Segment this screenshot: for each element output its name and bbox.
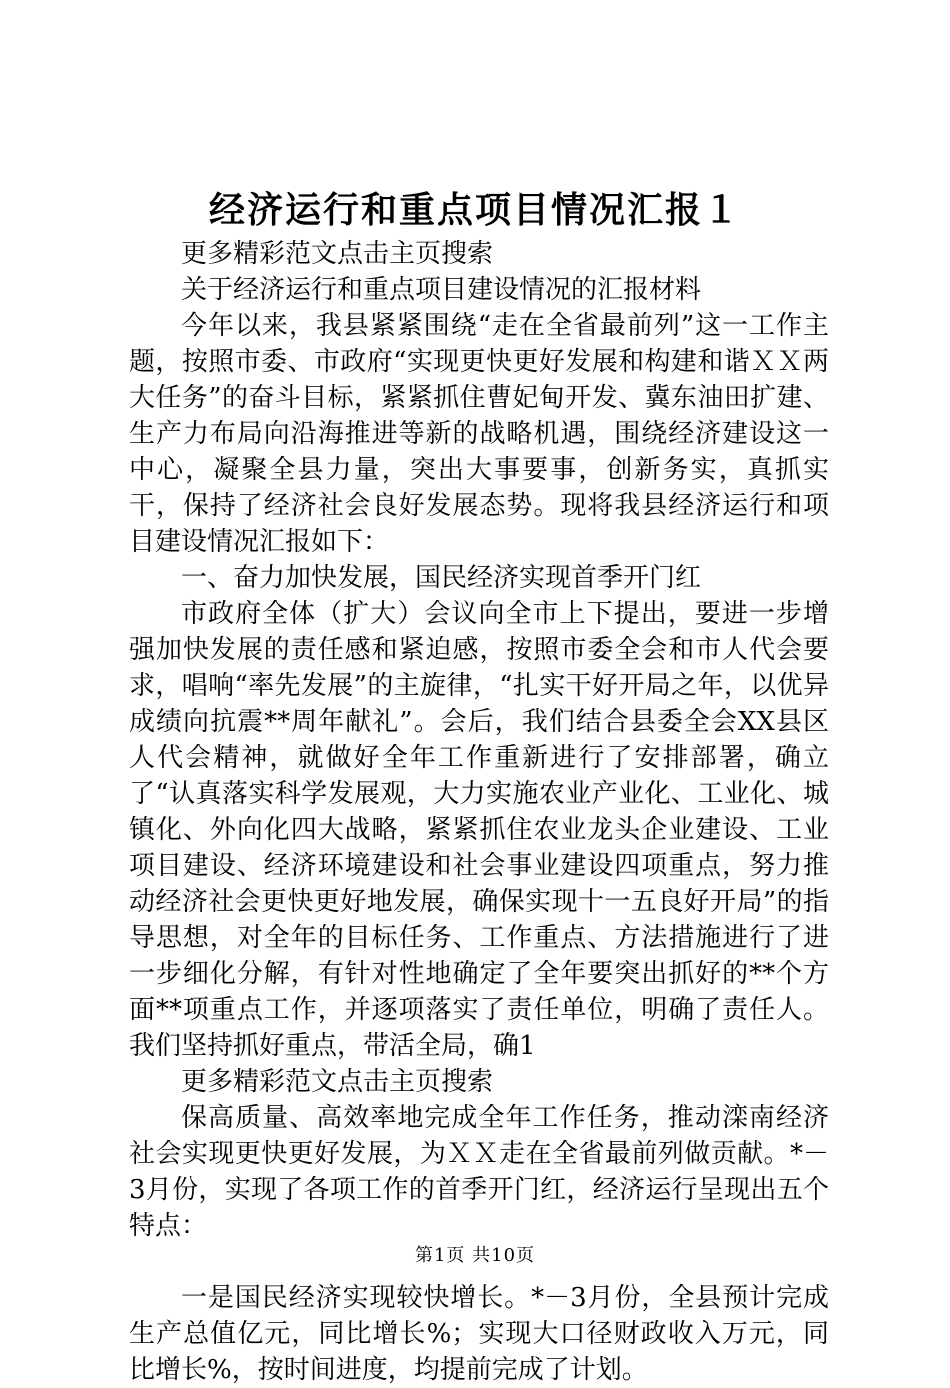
body-paragraph: 一是国民经济实现较快增长。*－3月份，全县预计完成生产总值亿元，同比增长%；实现大口径财政收入万元，同比增长%，按时间进度，均提前完成了计划。: [129, 1283, 829, 1385]
report-subtitle: 关于经济运行和重点项目建设情况的汇报材料: [181, 275, 702, 305]
page-number: 第1页 共10页: [414, 1245, 536, 1266]
body-paragraph: 市政府全体（扩大）会议向全市上下提出，要进一步增强加快发展的责任感和紧迫感，按照市委全会和市人代会要求，唱响“率先发展”的主旋律，“扎实干好开局之年，以优异成绩向抗震**周年献礼”。会后，我们结合县委全会XX县区人代会精神，就做好全年工作重新进行了安排部署，确立了“认真落实科学发展观，大力实施农业产业化、工业化、城镇化、外向化四大战略，紧紧抓住农业龙头企业建设、工业项目建设、经济环境建设和社会事业建设四项重点，努力推动经济社会更快更好地发展，确保实现十一五良好开局”的指导思想，对全年的目标任务、工作重点、方法措施进行了进一步细化分解，有针对性地确定了全年要突出抓好的**个方面**项重点工作，并逐项落实了责任单位，明确了责任人。我们坚持抓好重点，带活全局，确1: [129, 599, 829, 1061]
document-body: [129, 236, 829, 1388]
promo-line: 更多精彩范文点击主页搜索: [181, 1067, 494, 1097]
document-title: 经济运行和重点项目情况汇报１: [208, 189, 741, 231]
body-paragraph: 保高质量、高效率地完成全年工作任务，推动滦南经济社会实现更快更好发展，为ＸＸ走在全省最前列做贡献。*－3月份，实现了各项工作的首季开门红，经济运行呈现出五个特点：: [129, 1103, 829, 1241]
section-heading: 一、奋力加快发展，国民经济实现首季开门红: [181, 563, 702, 593]
promo-line: 更多精彩范文点击主页搜索: [181, 239, 494, 269]
body-paragraph: 今年以来，我县紧紧围绕“走在全省最前列”这一工作主题，按照市委、市政府“实现更快更好发展和构建和谐ＸＸ两大任务”的奋斗目标，紧紧抓住曹妃甸开发、冀东油田扩建、生产力布局向沿海推进等新的战略机遇，围绕经济建设这一中心，凝聚全县力量，突出大事要事，创新务实，真抓实干，保持了经济社会良好发展态势。现将我县经济运行和项目建设情况汇报如下：: [129, 311, 829, 557]
